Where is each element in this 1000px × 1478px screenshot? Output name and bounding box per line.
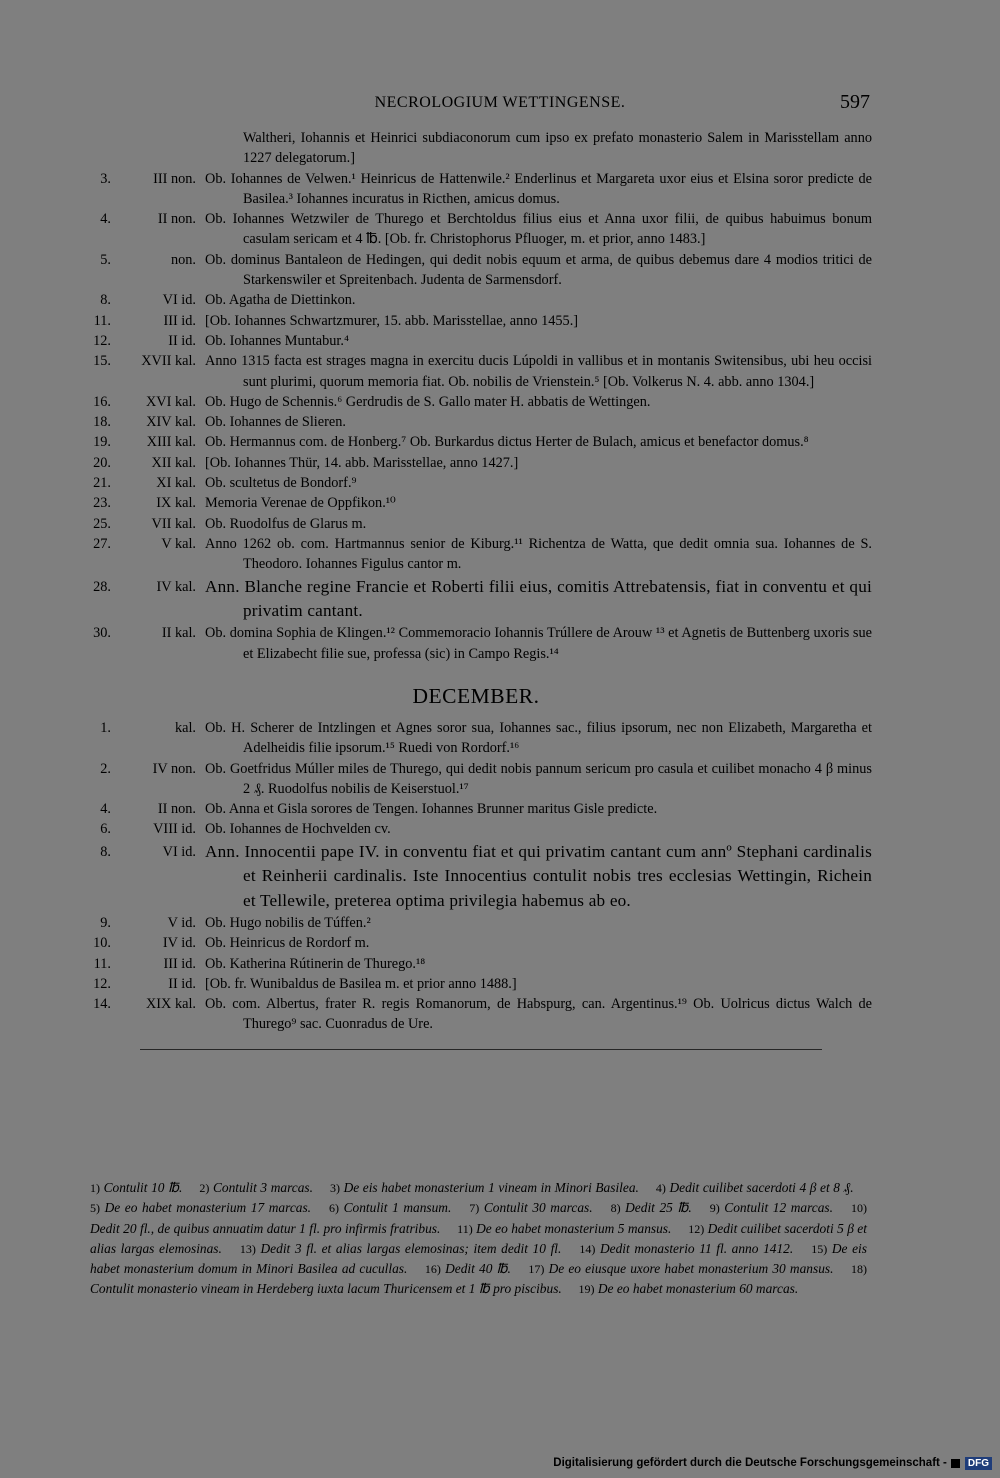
entry-text: Ob. Hugo de Schennis.⁶ Gerdrudis de S. Gallo mater H. abbatis de Wettingen. (205, 393, 651, 410)
entry-roman-date: IX kal. (156, 495, 196, 512)
footnote-text: De eo habet monasterium 17 marcas. (104, 1200, 312, 1216)
entry-row (80, 169, 872, 210)
footnote-text: Contulit 10 ℔. (103, 1180, 183, 1195)
footnote-text: Contulit 3 marcas. (212, 1180, 313, 1195)
entry-text: Ob. scultetus de Bondorf.⁹ (205, 475, 357, 492)
footnote-text: Dedit 25 ℔. (625, 1200, 692, 1216)
footnotes (90, 1178, 867, 1300)
footnote-number: 5) (90, 1201, 100, 1216)
footnote-number: 1) (90, 1181, 100, 1195)
entry-row (80, 534, 872, 575)
entry-day-number: 5. (100, 251, 111, 268)
entry-row (80, 412, 872, 432)
entry-roman-date: XIV kal. (146, 414, 196, 431)
entry-text: Ob. Goetfridus Múller miles de Thurego, qui dedit nobis pannum sericum pro casula et cuilibet monacho 4 β minus 2 ₰. Ruodolfus nobilis de Keiserstuol.¹⁷ (205, 760, 872, 797)
footnote-number: 14) (579, 1241, 596, 1256)
entry-roman-date: XIII kal. (146, 434, 196, 451)
november-entries (80, 128, 872, 664)
entry-text: Ann. Innocentii pape IV. in conventu fiat et qui privatim cantant cum annº Stephani cardinalis et Reinherii cardinalis. Iste Innocentius contulit nobis tres ecclesias Wettingin, Richein et Tellewile, preterea optima privilegia habemus ab eo. (205, 841, 872, 910)
entry-text: Anno 1262 ob. com. Hartmannus senior de Kiburg.¹¹ Richentza de Watta, que dedit omnia sua. Iohannes de S. Theodoro. Iohannes Figulus cantor m. (205, 535, 872, 573)
entry-row (80, 623, 872, 664)
entry-day-number: 8. (100, 292, 111, 309)
entry-roman-date: VI id. (162, 843, 196, 860)
page-number: 597 (840, 91, 870, 113)
entry-roman-date: V id. (167, 914, 196, 931)
entry-text: Ob. Heinricus de Rordorf m. (205, 935, 370, 952)
entry-day-number: 15. (93, 353, 111, 370)
footnote (90, 1180, 182, 1195)
entry-row (80, 819, 872, 839)
square-icon (951, 1459, 960, 1468)
entry-row (80, 759, 872, 800)
month-heading: DECEMBER. (412, 683, 540, 708)
entry-day-number: 20. (93, 454, 111, 471)
entry-roman-date: VI id. (162, 292, 196, 309)
entry-row (80, 250, 872, 291)
entry-day-number: 12. (93, 332, 111, 349)
entry-day-number: 2. (100, 760, 111, 777)
entry-text: Waltheri, Iohannis et Heinrici subdiaconorum cum ipso ex prefato monasterio Salem in Marisstellam anno 1227 delegatorum.] (243, 130, 872, 167)
footnote-text: De eo eiusque uxore habet monasterium 30 mansus. (548, 1261, 834, 1277)
entry-text: Ob. Iohannes Wetzwiler de Thurego et Berchtoldus filius eius et Anna uxor filii, de quibus habuimus bonum casulam sericam et 4 ℔. [Ob. fr. Christophorus Pfluoger, m. et prior, anno 1483.] (205, 211, 872, 248)
entry-row (80, 493, 872, 513)
entry-row (80, 994, 872, 1035)
footnote (240, 1241, 561, 1256)
footnote-rule (140, 1049, 822, 1050)
footnote-number: 12) (688, 1221, 705, 1236)
entry-roman-date: II kal. (161, 625, 196, 642)
footnote-text: De eis habet monasterium domum in Minori Basilea ad cucullas. (90, 1240, 867, 1277)
running-title: NECROLOGIUM WETTINGENSE. (374, 94, 626, 111)
entry-day-number: 23. (93, 495, 111, 512)
entry-roman-date: III id. (163, 955, 196, 972)
entry-day-number: 12. (93, 975, 111, 992)
entry-roman-date: II id. (168, 975, 196, 992)
footnote (457, 1221, 671, 1236)
footnote-text: De eis habet monasterium 1 vineam in Minori Basilea. (343, 1180, 639, 1195)
entry-roman-date: XI kal. (156, 475, 196, 492)
entry-row (80, 799, 872, 819)
footnote-number: 9) (709, 1201, 720, 1216)
entry-roman-date: VIII id. (153, 821, 196, 838)
entry-row (80, 128, 872, 169)
entry-text: [Ob. Iohannes Schwartzmurer, 15. abb. Marisstellae, anno 1455.] (205, 312, 579, 329)
entry-roman-date: XIX kal. (145, 996, 196, 1013)
december-entries (80, 718, 872, 1035)
entry-row (80, 209, 872, 250)
entry-row (80, 913, 872, 933)
footnote (579, 1281, 799, 1296)
entry-day-number: 6. (100, 821, 111, 838)
footnote-text: Dedit 3 fl. et alias largas elemosinas; item dedit 10 fl. (260, 1240, 562, 1256)
footnote-number: 19) (578, 1282, 595, 1297)
footnote-text: Contulit 12 marcas. (724, 1200, 833, 1216)
footnote (528, 1261, 833, 1276)
entry-row (80, 351, 872, 392)
entry-row (80, 331, 872, 351)
entry-row (80, 840, 872, 913)
footnote-number: 4) (655, 1181, 666, 1195)
entry-roman-date: XVI kal. (145, 393, 196, 410)
footnote (710, 1200, 833, 1215)
entry-text: Memoria Verenae de Oppfikon.¹⁰ (205, 495, 396, 512)
entry-roman-date: V kal. (161, 535, 196, 552)
entry-day-number: 21. (93, 475, 111, 492)
credit-text: Digitalisierung gefördert durch die Deutsche Forschungsgemeinschaft - (553, 1457, 947, 1469)
entry-roman-date: III id. (163, 312, 196, 329)
entry-roman-date: IV id. (162, 935, 196, 952)
entry-roman-date: XVII kal. (141, 353, 196, 370)
dfg-credit (553, 1454, 992, 1472)
footnote-number: 17) (528, 1262, 545, 1277)
entry-text: Anno 1315 facta est strages magna in exercitu ducis Lúpoldi in vallibus et in montanis Switensibus, ubi heu occisi sunt plurimi, quorum memoria fiat. Ob. nobilis de Vrienstein.⁵ [Ob. Volkerus N. 4. abb. anno 1304.] (205, 353, 872, 390)
entry-row (80, 718, 872, 759)
entry-row (80, 392, 872, 412)
footnote (425, 1261, 511, 1276)
footnote-text: Dedit 20 fl., de quibus annuatim datur 1 fl. pro infirmis fratribus. (90, 1220, 441, 1236)
entry-text: Ob. Iohannes de Hochvelden cv. (205, 821, 391, 838)
entry-text: [Ob. fr. Wunibaldus de Basilea m. et prior anno 1488.] (205, 975, 517, 992)
entry-day-number: 28. (93, 578, 111, 595)
footnote (579, 1241, 793, 1256)
entry-text: Ob. Iohannes de Slieren. (205, 414, 346, 431)
footnote-number: 8) (610, 1201, 621, 1216)
entry-roman-date: kal. (174, 719, 196, 736)
footnote-number: 13) (239, 1241, 256, 1256)
footnote-number: 15) (811, 1241, 828, 1256)
entry-text: Ob. Hugo nobilis de Túffen.² (205, 914, 371, 931)
entry-row (80, 473, 872, 493)
footnote-number: 6) (329, 1201, 340, 1216)
footnote-text: Dedit cuilibet sacerdoti 4 β et 8 ₰. (669, 1180, 854, 1195)
entry-text: Ob. Katherina Rútinerin de Thurego.¹⁸ (205, 955, 426, 972)
entry-row (80, 311, 872, 331)
necrology-entries (80, 128, 872, 1050)
footnote-text: De eo habet monasterium 5 mansus. (476, 1220, 672, 1236)
entry-text: Ann. Blanche regine Francie et Roberti filii eius, comitis Attrebatensis, fiat in conventu et qui privatim cantant. (205, 576, 872, 620)
entry-day-number: 1. (100, 719, 111, 736)
page-header (0, 91, 1000, 116)
entry-text: Ob. dominus Bantaleon de Hedingen, qui dedit nobis equum et arma, de quibus debemus dare 4 modios tritici de Starkenswiler et Spreitenbach. Judenta de Sarmensdorf. (205, 251, 872, 289)
entry-text: Ob. Agatha de Diettinkon. (205, 292, 356, 309)
entry-roman-date: III non. (153, 170, 196, 187)
entry-row (80, 514, 872, 534)
entry-text: Ob. Anna et Gisla sorores de Tengen. Iohannes Brunner maritus Gisle predicte. (205, 801, 658, 818)
entry-text: Ob. Iohannes Muntabur.⁴ (205, 332, 349, 349)
entry-day-number: 25. (93, 515, 111, 532)
entry-row (80, 432, 872, 452)
footnote-number: 18) (851, 1262, 868, 1277)
dfg-logo: DFG (965, 1457, 992, 1470)
entry-text: Ob. Ruodolfus de Glarus m. (205, 515, 367, 532)
entry-day-number: 11. (93, 955, 111, 972)
entry-day-number: 18. (93, 414, 111, 431)
footnote-number: 16) (424, 1262, 441, 1277)
footnote (656, 1180, 854, 1195)
entry-roman-date: XII kal. (151, 454, 196, 471)
entry-day-number (80, 128, 111, 169)
footnote-number: 10) (850, 1201, 867, 1216)
entry-day-number: 30. (93, 625, 111, 642)
entry-row (80, 290, 872, 310)
entry-text: [Ob. Iohannes Thür, 14. abb. Marisstellae, anno 1427.] (205, 454, 519, 471)
entry-day-number: 4. (100, 801, 111, 818)
entry-roman-date: II non. (157, 211, 196, 228)
footnote-text: Dedit 40 ℔. (445, 1261, 511, 1277)
entry-roman-date: non. (170, 251, 196, 268)
entry-text: Ob. Iohannes de Velwen.¹ Heinricus de Hattenwile.² Enderlinus et Margareta uxor eius et Elsina soror predicte de Basilea.³ Iohannes incuratus in Ricthen, amicus domus. (205, 170, 872, 207)
entry-roman-date: VII kal. (151, 515, 196, 532)
footnote (611, 1200, 692, 1215)
footnote (329, 1200, 451, 1215)
footnote (199, 1180, 313, 1195)
entry-day-number: 16. (93, 393, 111, 410)
entry-text: Ob. domina Sophia de Klingen.¹² Commemoracio Iohannis Trúllere de Arouw ¹³ et Agnetis de Buttenberg uxoris sue et Elizabecht filie sue, professa (sic) in Campo Regis.¹⁴ (205, 625, 872, 662)
footnote-number: 11) (457, 1221, 473, 1236)
entry-text: Ob. H. Scherer de Intzlingen et Agnes soror sua, Iohannes sac., filius ipsorum, nec non Elizabeth, Margaretha et Adelheidis filie ipsorum.¹⁵ Ruedi von Rordorf.¹⁶ (205, 719, 872, 757)
entry-roman-date (111, 128, 205, 169)
footnote-text: Contulit 30 marcas. (483, 1200, 593, 1216)
entry-text: Ob. com. Albertus, frater R. regis Romanorum, de Habspurg, can. Argentinus.¹⁹ Ob. Uolricus dictus Walch de Thurego⁹ sac. Cuonradus de Ure. (205, 996, 872, 1033)
entry-roman-date: II id. (168, 332, 196, 349)
footnote-text: Contulit monasterio vineam in Herdeberg iuxta lacum Thuricensem et 1 ℔ pro piscibus. (90, 1281, 562, 1297)
entry-day-number: 19. (93, 434, 111, 451)
entry-row (80, 954, 872, 974)
entry-roman-date: II non. (157, 801, 196, 818)
footnote (330, 1180, 639, 1195)
footnote-number: 3) (329, 1181, 340, 1195)
entry-day-number: 3. (100, 170, 111, 187)
entry-day-number: 10. (93, 935, 111, 952)
entry-row (80, 974, 872, 994)
entry-day-number: 27. (93, 535, 111, 552)
footnote-number: 7) (469, 1201, 480, 1216)
footnote-text: Dedit monasterio 11 fl. anno 1412. (600, 1240, 794, 1256)
entry-day-number: 8. (100, 843, 111, 860)
entry-roman-date: IV non. (152, 760, 196, 777)
entry-day-number: 4. (100, 211, 111, 228)
entry-day-number: 14. (93, 996, 111, 1013)
footnote-text: Dedit cuilibet sacerdoti 5 β et alias largas elemosinas. (90, 1220, 867, 1256)
entry-row (80, 453, 872, 473)
entry-row (80, 575, 872, 624)
footnote (90, 1200, 311, 1215)
entry-text: Ob. Hermannus com. de Honberg.⁷ Ob. Burkardus dictus Herter de Bulach, amicus et benefactor domus.⁸ (205, 434, 809, 451)
footnote-text: De eo habet monasterium 60 marcas. (597, 1281, 799, 1297)
entry-row (80, 933, 872, 953)
entry-roman-date: IV kal. (156, 578, 196, 595)
footnote-text: Contulit 1 mansum. (343, 1200, 452, 1216)
footnote-number: 2) (199, 1181, 210, 1195)
entry-day-number: 9. (100, 914, 111, 931)
footnote (469, 1200, 592, 1215)
entry-day-number: 11. (93, 312, 111, 329)
